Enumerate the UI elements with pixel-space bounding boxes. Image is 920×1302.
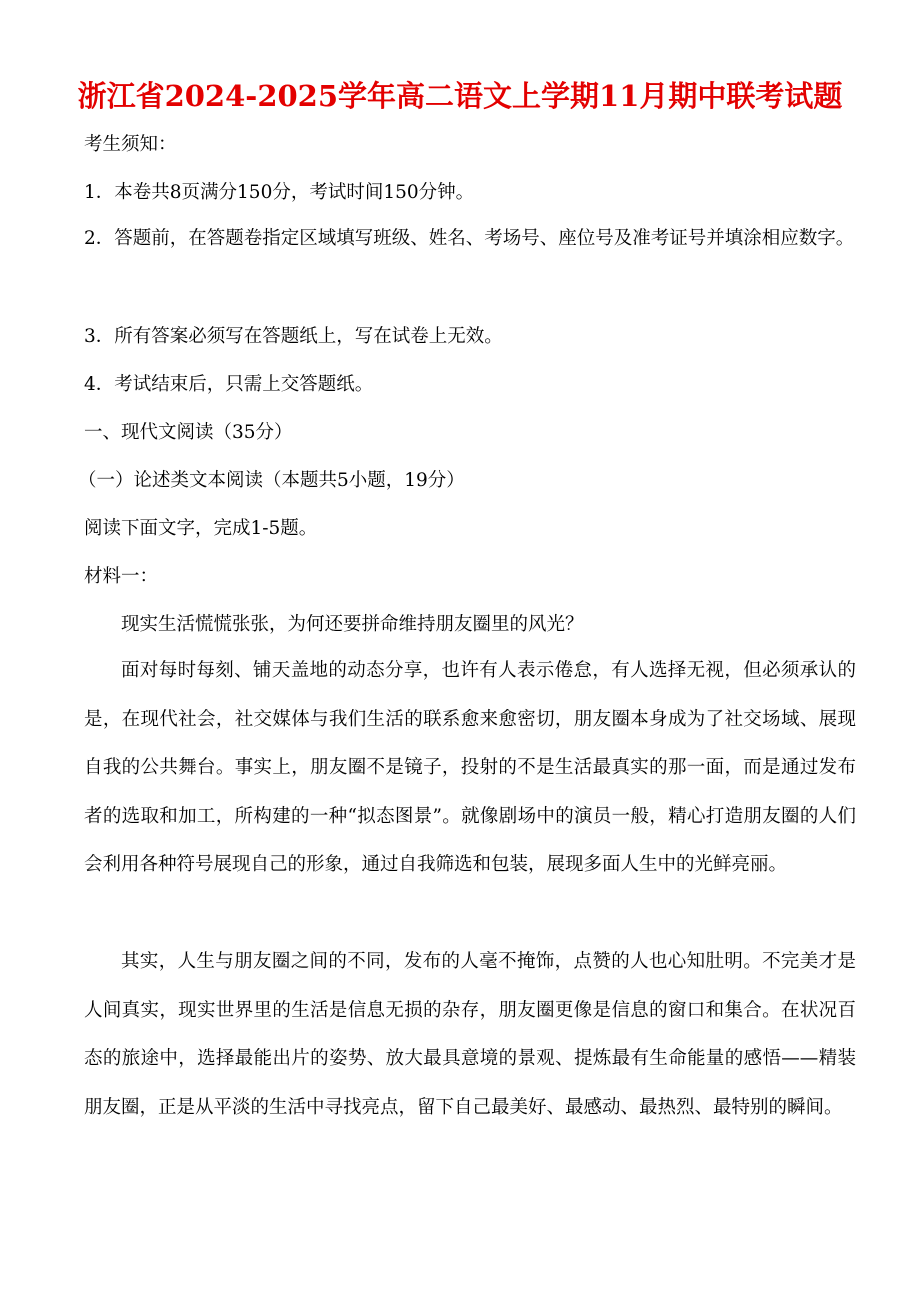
- notice-item-1: 1．本卷共8页满分150分，考试时间150分钟。: [84, 182, 475, 203]
- page-title: 浙江省2024-2025学年高二语文上学期11月期中联考试题: [77, 79, 843, 113]
- material-paragraph-2: 面对每时每刻、铺天盖地的动态分享，也许有人表示倦怠，有人选择无视，但必须承认的是，在现代社会，社交媒体与我们生活的联系愈来愈密切，朋友圈本身成为了社交场域、展现自我的公共舞台。事实上，朋友圈不是镜子，投射的不是生活最真实的那一面，而是通过发布者的选取和加工，所构建的一种“拟态图景”。就像剧场中的演员一般，精心打造朋友圈的人们会利用各种符号展现自己的形象，通过自我筛选和包装，展现多面人生中的光鲜亮丽。: [84, 660, 856, 875]
- notice-item-4: 4．考试结束后，只需上交答题纸。: [84, 374, 374, 395]
- notice-item-2: 2．答题前，在答题卷指定区域填写班级、姓名、考场号、座位号及准考证号并填涂相应数字。: [84, 228, 855, 249]
- material-paragraph-1: 现实生活慌慌张张，为何还要拼命维持朋友圈里的风光？: [121, 614, 584, 635]
- material-label: 材料一：: [84, 566, 159, 587]
- section-heading: 一、现代文阅读（35分）: [84, 422, 293, 443]
- reading-instruction: 阅读下面文字，完成1-5题。: [84, 518, 318, 539]
- subsection-heading: （一）论述类文本阅读（本题共5小题，19分）: [78, 470, 465, 491]
- material-paragraph-3: 其实，人生与朋友圈之间的不同，发布的人毫不掩饰，点赞的人也心知肚明。不完美才是人间真实，现实世界里的生活是信息无损的杂存，朋友圈更像是信息的窗口和集合。在状况百态的旅途中，选择最能出片的姿势、放大最具意境的景观、提炼最有生命能量的感悟——精装朋友圈，正是从平淡的生活中寻找亮点，留下自己最美好、最感动、最热烈、最特别的瞬间。: [84, 951, 856, 1118]
- notice-heading: 考生须知：: [84, 134, 177, 155]
- notice-item-3: 3．所有答案必须写在答题纸上，写在试卷上无效。: [84, 326, 503, 347]
